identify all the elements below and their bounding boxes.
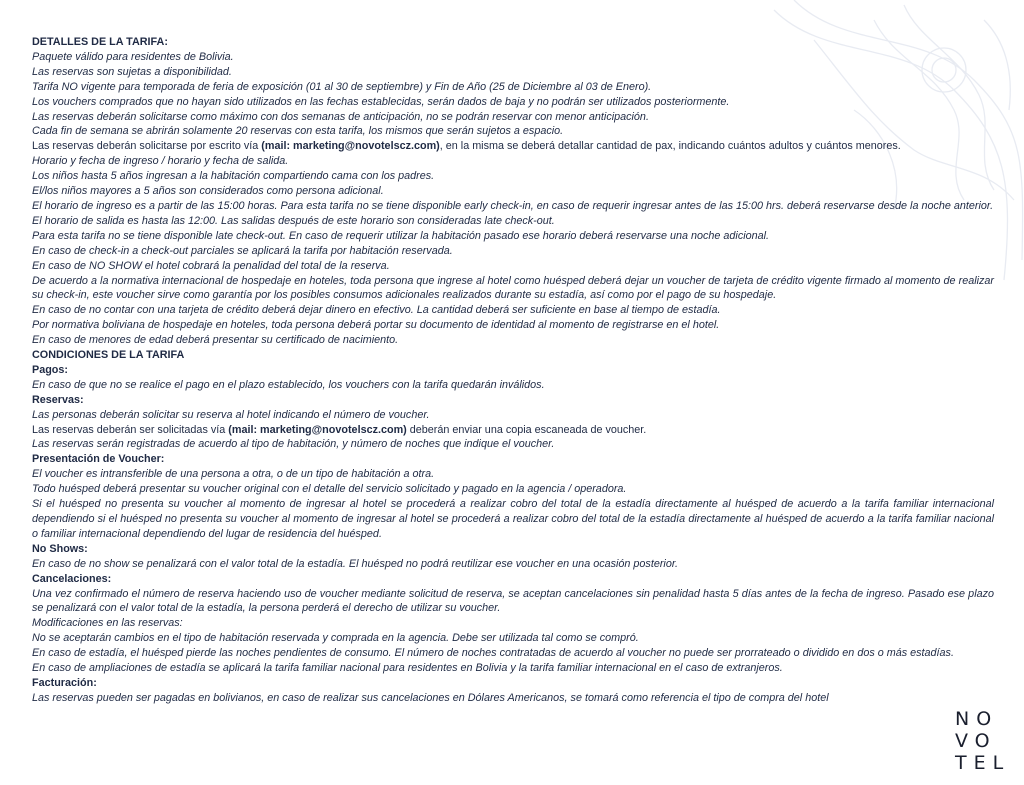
subheading-facturacion: Facturación: xyxy=(32,676,97,689)
logo-line: VO xyxy=(955,730,997,752)
detail-text: , en la misma se deberá detallar cantidad de pax, indicando cuántos adultos y cuántos menores. xyxy=(439,140,901,153)
detail-line: Los vouchers comprados que no hayan sido utilizados en las fechas establecidas, serán dados de baja y no podrán ser utilizados posteriormente. xyxy=(32,95,730,108)
novotel-logo xyxy=(955,708,1009,774)
email-text: (mail: marketing@novotelscz.com) xyxy=(261,140,440,153)
condition-line: En caso de estadía, el huésped pierde las noches pendientes de consumo. El número de noches contratadas de acuerdo al voucher no puede ser prorrateado o dividido en dos o más estadías. xyxy=(32,647,954,660)
detail-line: Horario y fecha de ingreso / horario y fecha de salida. xyxy=(32,155,289,168)
section-title-condiciones: CONDICIONES DE LA TARIFA xyxy=(32,349,185,362)
condition-line: Si el huésped no presenta su voucher al momento de ingresar al hotel se procederá a realizar cobro del total de la estadía directamente al huésped de acuerdo a la tarifa familiar internacional dependiendo si el huésped no presenta su voucher al momento de ingresar al hotel se procederá a realizar cobro del total de la estadía directamente al huésped de acuerdo a la tarifa familiar nacional o familiar internacional dependiendo del lugar de residencia del huésped. xyxy=(32,498,994,540)
detail-line: Por normativa boliviana de hospedaje en hoteles, toda persona deberá portar su documento de identidad al momento de registrarse en el hotel. xyxy=(32,319,720,332)
detail-line: De acuerdo a la normativa internacional de hospedaje en hoteles, toda persona que ingrese al hotel como huésped deberá dejar un voucher de tarjeta de crédito vigente firmado al momento de realizar su check-in, este voucher sirve como garantía por los posibles consumos adicionales realizados durante su estadía, así como por el pago de su hospedaje. xyxy=(32,274,994,302)
condition-line: Las reservas serán registradas de acuerdo al tipo de habitación, y número de noches que indique el voucher. xyxy=(32,438,555,451)
detail-line-email xyxy=(32,139,994,154)
detail-line: En caso de menores de edad deberá presentar su certificado de nacimiento. xyxy=(32,334,399,347)
subheading-cancelaciones: Cancelaciones: xyxy=(32,572,112,585)
subheading-presentacion: Presentación de Voucher: xyxy=(32,453,165,466)
detail-line: Las reservas deberán solicitarse como máximo con dos semanas de anticipación, no se podrán reservar con menor anticipación. xyxy=(32,110,649,123)
condition-line-email xyxy=(32,423,994,438)
detail-line: En caso de check-in a check-out parciales se aplicará la tarifa por habitación reservada. xyxy=(32,244,453,257)
condition-line: Una vez confirmado el número de reserva haciendo uso de voucher mediante solicitud de reserva, se aceptan cancelaciones sin penalidad hasta 5 días antes de la fecha de ingreso. Pasado ese plazo se penalizará con el valor total de la estadía, la persona perderá el derecho de utilizar su voucher. xyxy=(32,587,994,615)
condition-text: Las reservas deberán ser solicitadas vía xyxy=(32,423,229,436)
condition-line: Las personas deberán solicitar su reserva al hotel indicando el número de voucher. xyxy=(32,408,430,421)
detail-line: El/los niños mayores a 5 años son considerados como persona adicional. xyxy=(32,185,384,198)
condition-line: El voucher es intransferible de una persona a otra, o de un tipo de habitación a otra. xyxy=(32,468,435,481)
logo-line: NO xyxy=(955,708,999,730)
condition-text: deberán enviar una copia escaneada de voucher. xyxy=(406,423,647,436)
subheading-reservas: Reservas: xyxy=(32,393,84,406)
detail-line: El horario de salida es hasta las 12:00. Las salidas después de este horario son consideradas late check-out. xyxy=(32,214,555,227)
condition-line: Todo huésped deberá presentar su voucher original con el detalle del servicio solicitado y pagado en la agencia / operadora. xyxy=(32,483,627,496)
tariff-document xyxy=(32,35,994,706)
detail-line: El horario de ingreso es a partir de las 15:00 horas. Para esta tarifa no se tiene disponible early check-in, en caso de requerir ingresar antes de las 15:00 hrs. deberá reservarse desde la noche anterior. xyxy=(32,199,994,212)
detail-line: Los niños hasta 5 años ingresan a la habitación compartiendo cama con los padres. xyxy=(32,170,435,183)
subheading-pagos: Pagos: xyxy=(32,363,68,376)
subheading-modificaciones: Modificaciones en las reservas: xyxy=(32,617,183,630)
subheading-noshows: No Shows: xyxy=(32,542,88,555)
condition-line: No se aceptarán cambios en el tipo de habitación reservada y comprada en la agencia. Debe ser utilizada tal como se compró. xyxy=(32,632,639,645)
detail-line: Cada fin de semana se abrirán solamente 20 reservas con esta tarifa, los mismos que serán sujetos a espacio. xyxy=(32,125,564,138)
detail-line: Tarifa NO vigente para temporada de feria de exposición (01 al 30 de septiembre) y Fin de Año (25 de Diciembre al 03 de Enero). xyxy=(32,80,652,93)
condition-line: En caso de ampliaciones de estadía se aplicará la tarifa familiar nacional para residentes en Bolivia y la tarifa familiar internacional en el caso de extranjeros. xyxy=(32,662,783,675)
detail-line: En caso de no contar con una tarjeta de crédito deberá dejar dinero en efectivo. La cantidad deberá ser suficiente en base al tiempo de estadía. xyxy=(32,304,721,317)
detail-line: En caso de NO SHOW el hotel cobrará la penalidad del total de la reserva. xyxy=(32,259,390,272)
detail-line: Paquete válido para residentes de Bolivia. xyxy=(32,50,234,63)
condition-line: En caso de que no se realice el pago en el plazo establecido, los vouchers con la tarifa quedarán inválidos. xyxy=(32,378,545,391)
section-title-detalles: DETALLES DE LA TARIFA: xyxy=(32,36,168,48)
detail-line: Para esta tarifa no se tiene disponible late check-out. En caso de requerir utilizar la habitación pasado ese horario deberá reservarse una noche adicional. xyxy=(32,229,770,242)
condition-line: Las reservas pueden ser pagadas en bolivianos, en caso de realizar sus cancelaciones en Dólares Americanos, se tomará como referencia el tipo de compra del hotel xyxy=(32,691,829,704)
detail-line: Las reservas son sujetas a disponibilidad. xyxy=(32,65,232,78)
email-text: (mail: marketing@novotelscz.com) xyxy=(228,423,407,436)
condition-line: En caso de no show se penalizará con el valor total de la estadía. El huésped no podrá reutilizar ese voucher en una ocasión posterior. xyxy=(32,557,679,570)
logo-line: TEL xyxy=(955,752,1011,774)
detail-text: Las reservas deberán solicitarse por escrito vía xyxy=(32,140,262,153)
